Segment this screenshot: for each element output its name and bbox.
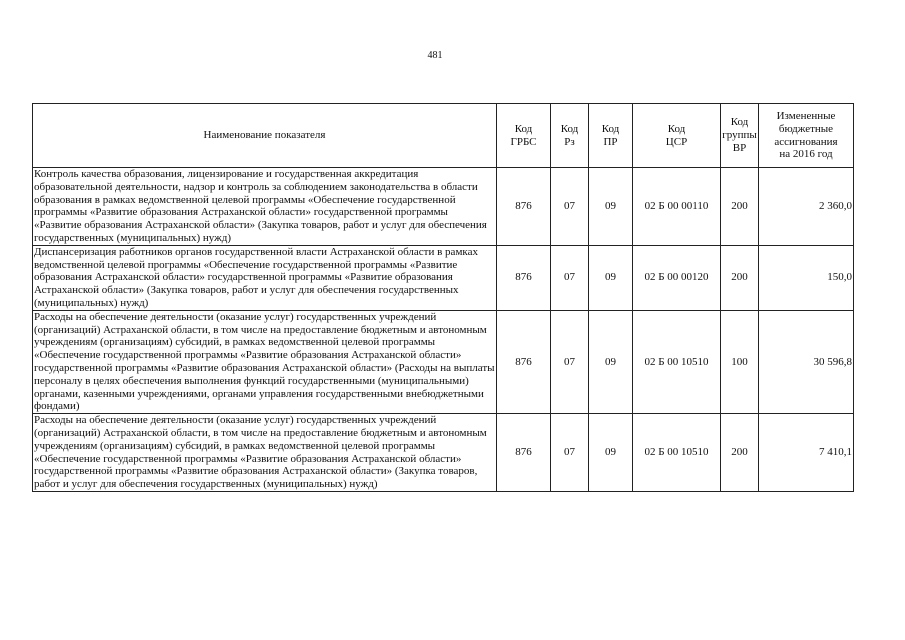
row-pr: 09 <box>589 245 633 310</box>
row-grbs: 876 <box>497 414 551 492</box>
header-pr-code: Код ПР <box>589 104 633 168</box>
row-amount: 2 360,0 <box>759 168 854 246</box>
row-csr: 02 Б 00 10510 <box>633 310 721 413</box>
budget-allocation-table <box>32 103 854 492</box>
table-row <box>33 310 854 413</box>
row-vr: 200 <box>721 168 759 246</box>
header-amount-2016: Измененные бюджетные ассигнования на 2016 год <box>759 104 854 168</box>
row-indicator-name: Диспансеризация работников органов государственной власти Астраханской области в рамках ведомственной целевой программы «Обеспечение государственной программы «Развитие образования Астраханской области» государственной программы «Развитие образования Астраханской области» (Закупка товаров, работ и услуг для обеспечения государственных (муниципальных) нужд) <box>33 245 497 310</box>
header-vr-code: Код группы ВР <box>721 104 759 168</box>
row-grbs: 876 <box>497 168 551 246</box>
row-csr: 02 Б 00 10510 <box>633 414 721 492</box>
row-grbs: 876 <box>497 245 551 310</box>
row-rz: 07 <box>551 414 589 492</box>
page-number: 481 <box>427 50 443 61</box>
row-rz: 07 <box>551 168 589 246</box>
row-pr: 09 <box>589 168 633 246</box>
row-amount: 7 410,1 <box>759 414 854 492</box>
row-rz: 07 <box>551 245 589 310</box>
row-indicator-name: Расходы на обеспечение деятельности (оказание услуг) государственных учреждений (организаций) Астраханской области, в том числе на предоставление бюджетным и автономным учреждениям (организациям) субсидий, в рамках ведомственной целевой программы «Обеспечение государственной программы «Развитие образования Астраханской области» государственной программы «Развитие образования Астраханской области» (Закупка товаров, работ и услуг для обеспечения государственных (муниципальных) нужд) <box>33 414 497 492</box>
header-grbs-code: Код ГРБС <box>497 104 551 168</box>
header-indicator-name: Наименование показателя <box>33 104 497 168</box>
row-amount: 150,0 <box>759 245 854 310</box>
table-row <box>33 414 854 492</box>
table-header-row <box>33 104 854 168</box>
row-csr: 02 Б 00 00120 <box>633 245 721 310</box>
row-vr: 100 <box>721 310 759 413</box>
row-indicator-name: Контроль качества образования, лицензирование и государственная аккредитация образовательной деятельности, надзор и контроль за соблюдением законодательства в области образования в рамках ведомственной целевой программы «Обеспечение государственной программы «Развитие образования Астраханской области» государственной программы «Развитие образования Астраханской области» (Закупка товаров, работ и услуг для обеспечения государственных (муниципальных) нужд) <box>33 168 497 246</box>
header-csr-code: Код ЦСР <box>633 104 721 168</box>
row-amount: 30 596,8 <box>759 310 854 413</box>
header-rz-code: Код Рз <box>551 104 589 168</box>
row-csr: 02 Б 00 00110 <box>633 168 721 246</box>
table-row <box>33 245 854 310</box>
row-pr: 09 <box>589 310 633 413</box>
row-pr: 09 <box>589 414 633 492</box>
row-vr: 200 <box>721 414 759 492</box>
table-row <box>33 168 854 246</box>
row-vr: 200 <box>721 245 759 310</box>
row-indicator-name: Расходы на обеспечение деятельности (оказание услуг) государственных учреждений (организаций) Астраханской области, в том числе на предоставление бюджетным и автономным учреждениям (организациям) субсидий, в рамках ведомственной целевой программы «Обеспечение государственной программы «Развитие образования Астраханской области» государственной программы «Развитие образования Астраханской области» (Расходы на выплаты персоналу в целях обеспечения выполнения функций государственными (муниципальными) органами, казенными учреждениями, органами управления государственными внебюджетными фондами) <box>34 310 495 413</box>
row-grbs: 876 <box>497 310 551 413</box>
row-rz: 07 <box>551 310 589 413</box>
